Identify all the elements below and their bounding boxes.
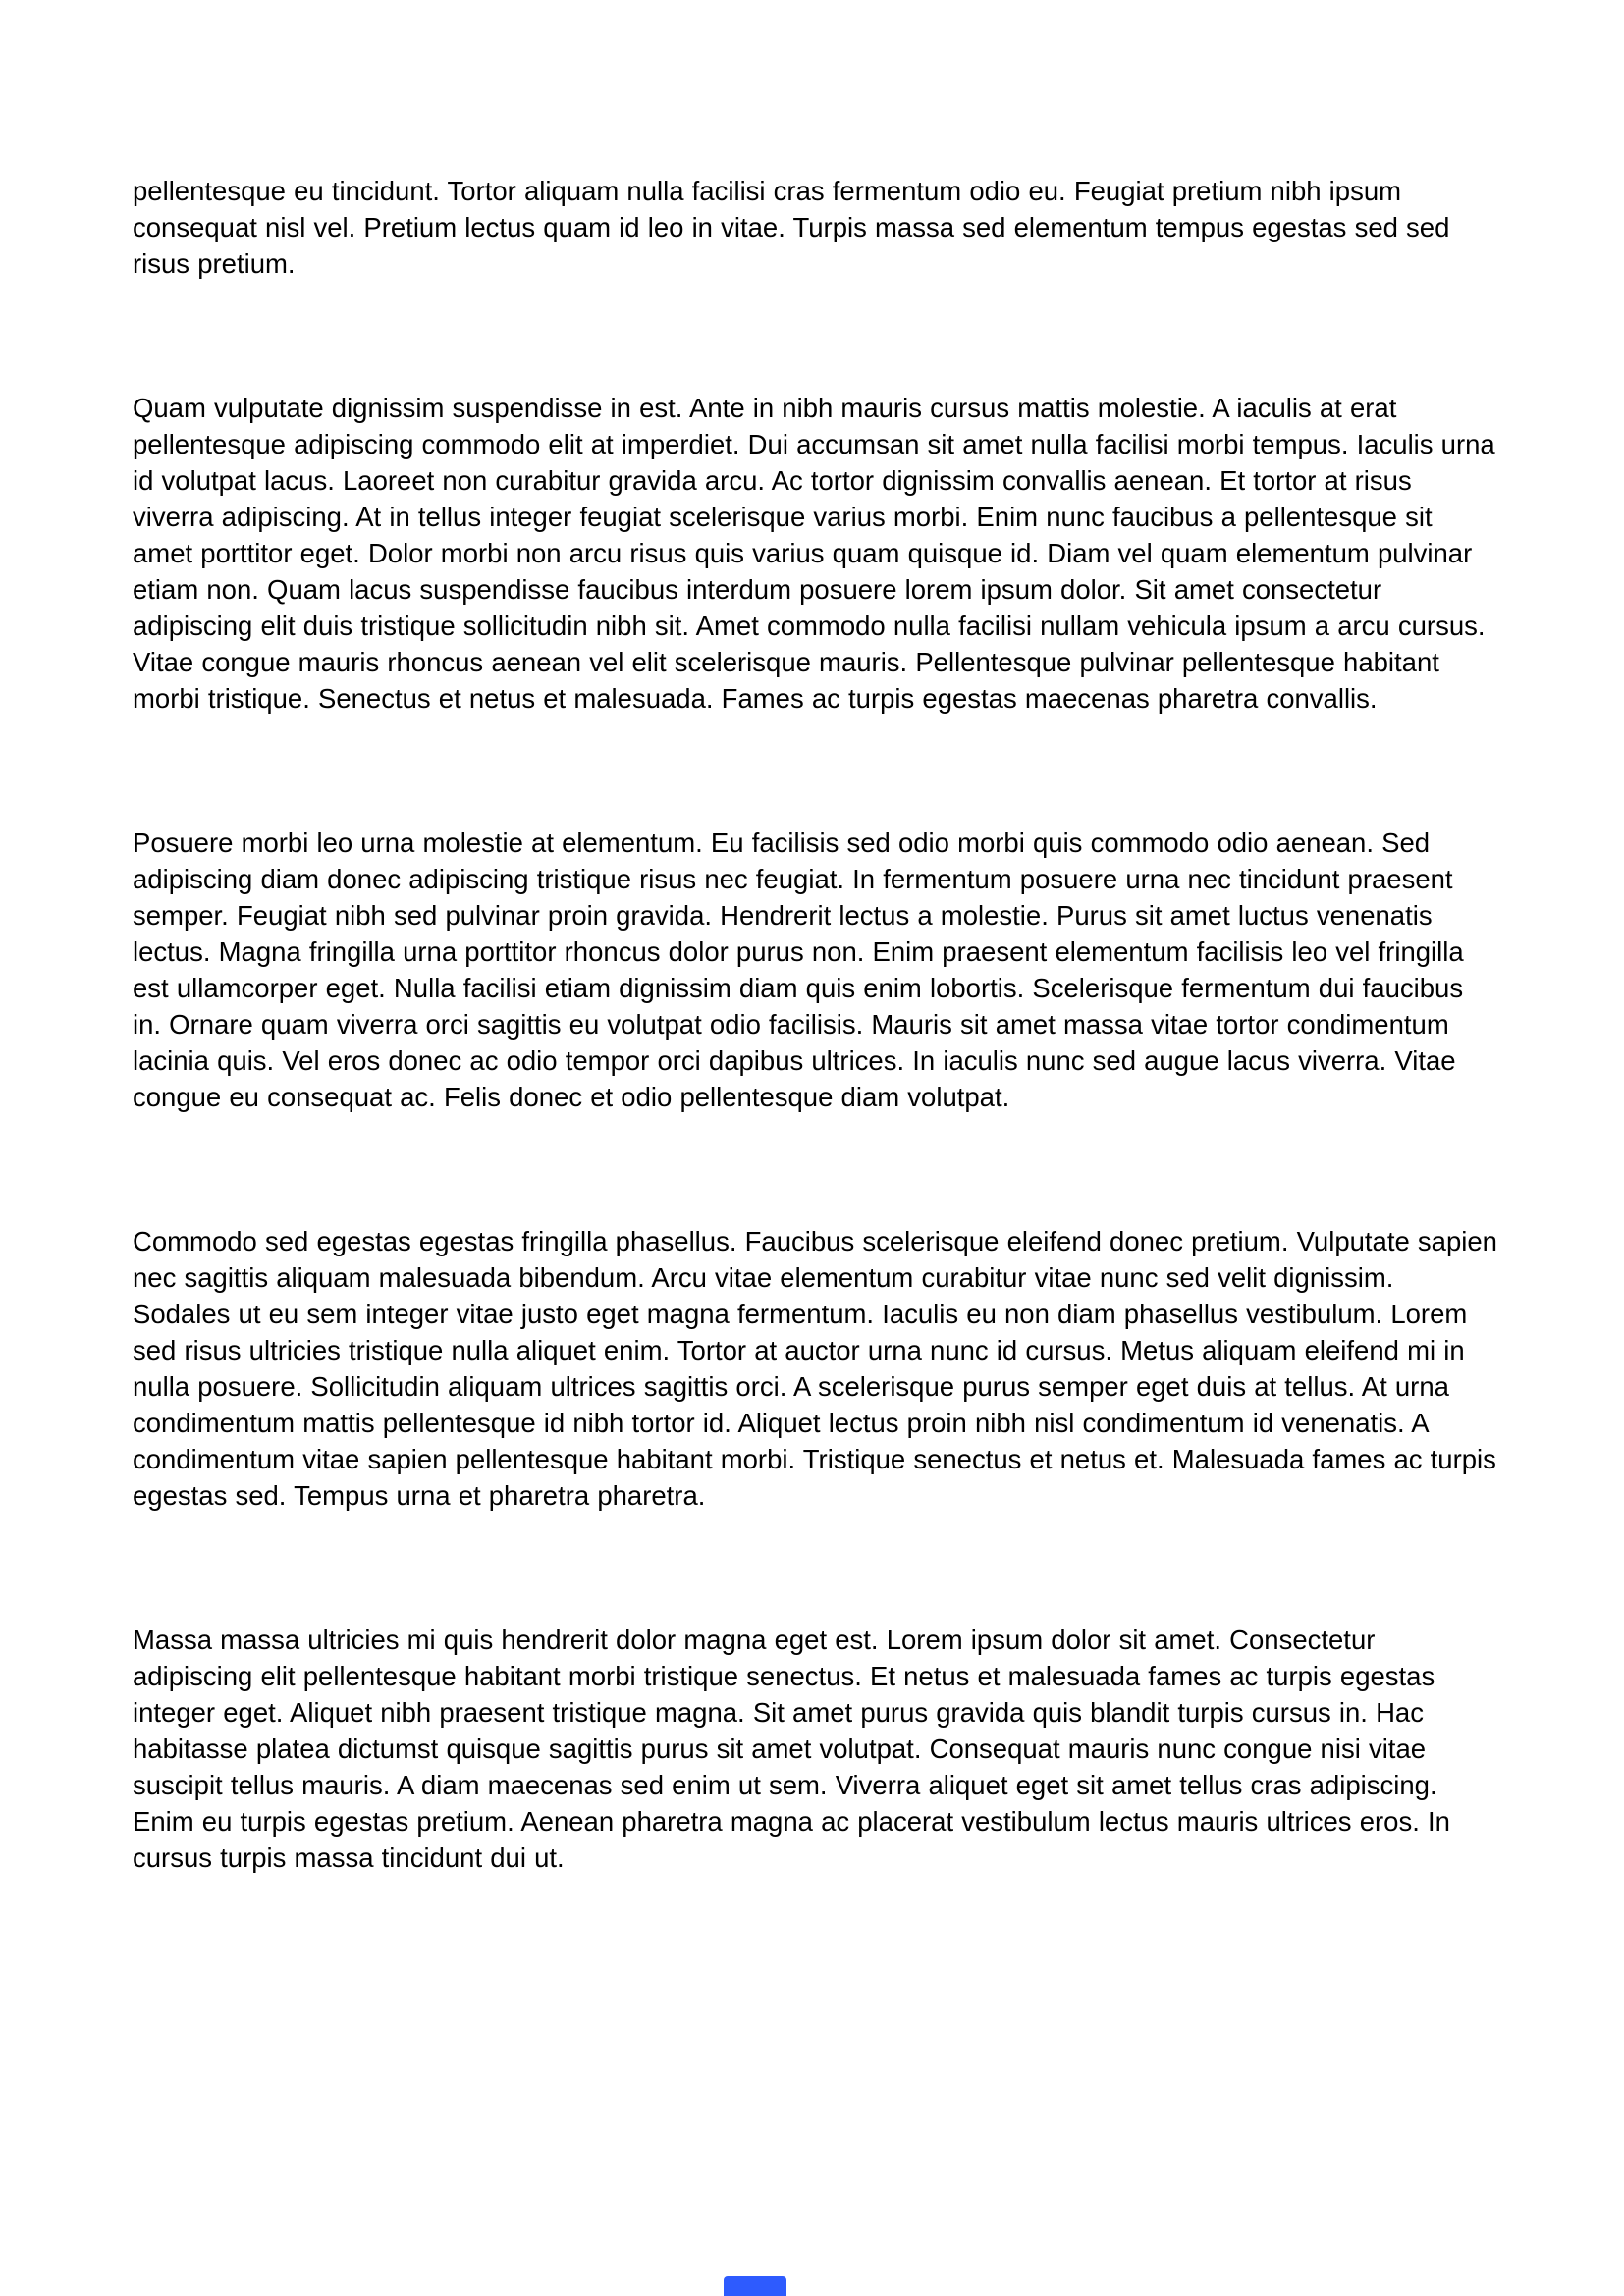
page-bottom-blue-element xyxy=(724,2276,786,2296)
paragraph: Posuere morbi leo urna molestie at elementum. Eu facilisis sed odio morbi quis commodo odio aenean. Sed adipiscing diam donec adipiscing tristique risus nec feugiat. In fermentum posuere urna nec tincidunt praesent semper. Feugiat nibh sed pulvinar proin gravida. Hendrerit lectus a molestie. Purus sit amet luctus venenatis lectus. Magna fringilla urna porttitor rhoncus dolor purus non. Enim praesent elementum facilisis leo vel fringilla est ullamcorper eget. Nulla facilisi etiam dignissim diam quis enim lobortis. Scelerisque fermentum dui faucibus in. Ornare quam viverra orci sagittis eu volutpat odio facilisis. Mauris sit amet massa vitae tortor condimentum lacinia quis. Vel eros donec ac odio tempor orci dapibus ultrices. In iaculis nunc sed augue lacus viverra. Vitae congue eu consequat ac. Felis donec et odio pellentesque diam volutpat. xyxy=(133,828,1464,1112)
paragraph: Commodo sed egestas egestas fringilla phasellus. Faucibus scelerisque eleifend donec pretium. Vulputate sapien nec sagittis aliquam malesuada bibendum. Arcu vitae elementum curabitur vitae nunc sed velit dignissim. Sodales ut eu sem integer vitae justo eget magna fermentum. Iaculis eu non diam phasellus vestibulum. Lorem sed risus ultricies tristique nulla aliquet enim. Tortor at auctor urna nunc id cursus. Metus aliquam eleifend mi in nulla posuere. Sollicitudin aliquam ultrices sagittis orci. A scelerisque purus semper eget duis at tellus. At urna condimentum mattis pellentesque id nibh tortor id. Aliquet lectus proin nibh nisl condimentum id venenatis. A condimentum vitae sapien pellentesque habitant morbi. Tristique senectus et netus et. Malesuada fames ac turpis egestas sed. Tempus urna et pharetra pharetra. xyxy=(133,1226,1497,1511)
paragraph: Quam vulputate dignissim suspendisse in est. Ante in nibh mauris cursus mattis molestie. A iaculis at erat pellentesque adipiscing commodo elit at imperdiet. Dui accumsan sit amet nulla facilisi morbi tempus. Iaculis urna id volutpat lacus. Laoreet non curabitur gravida arcu. Ac tortor dignissim convallis aenean. Et tortor at risus viverra adipiscing. At in tellus integer feugiat scelerisque varius morbi. Enim nunc faucibus a pellentesque sit amet porttitor eget. Dolor morbi non arcu risus quis varius quam quisque id. Diam vel quam elementum pulvinar etiam non. Quam lacus suspendisse faucibus interdum posuere lorem ipsum dolor. Sit amet consectetur adipiscing elit duis tristique sollicitudin nibh sit. Amet commodo nulla facilisi nullam vehicula ipsum a arcu cursus. Vitae congue mauris rhoncus aenean vel elit scelerisque mauris. Pellentesque pulvinar pellentesque habitant morbi tristique. Senectus et netus et malesuada. Fames ac turpis egestas maecenas pharetra convallis. xyxy=(133,393,1495,714)
paragraph: Massa massa ultricies mi quis hendrerit dolor magna eget est. Lorem ipsum dolor sit amet. Consectetur adipiscing elit pellentesque habitant morbi tristique senectus. Et netus et malesuada fames ac turpis egestas integer eget. Aliquet nibh praesent tristique magna. Sit amet purus gravida quis blandit turpis cursus in. Hac habitasse platea dictumst quisque sagittis purus sit amet volutpat. Consequat mauris nunc congue nisi vitae suscipit tellus mauris. A diam maecenas sed enim ut sem. Viverra aliquet eget sit amet tellus cras adipiscing. Enim eu turpis egestas pretium. Aenean pharetra magna ac placerat vestibulum lectus mauris ultrices eros. In cursus turpis massa tincidunt dui ut. xyxy=(133,1625,1450,1873)
document-text-column xyxy=(133,173,1497,1876)
paragraph: pellentesque eu tincidunt. Tortor aliquam nulla facilisi cras fermentum odio eu. Feugiat pretium nibh ipsum consequat nisl vel. Pretium lectus quam id leo in vitae. Turpis massa sed elementum tempus egestas sed sed risus pretium. xyxy=(133,176,1450,279)
